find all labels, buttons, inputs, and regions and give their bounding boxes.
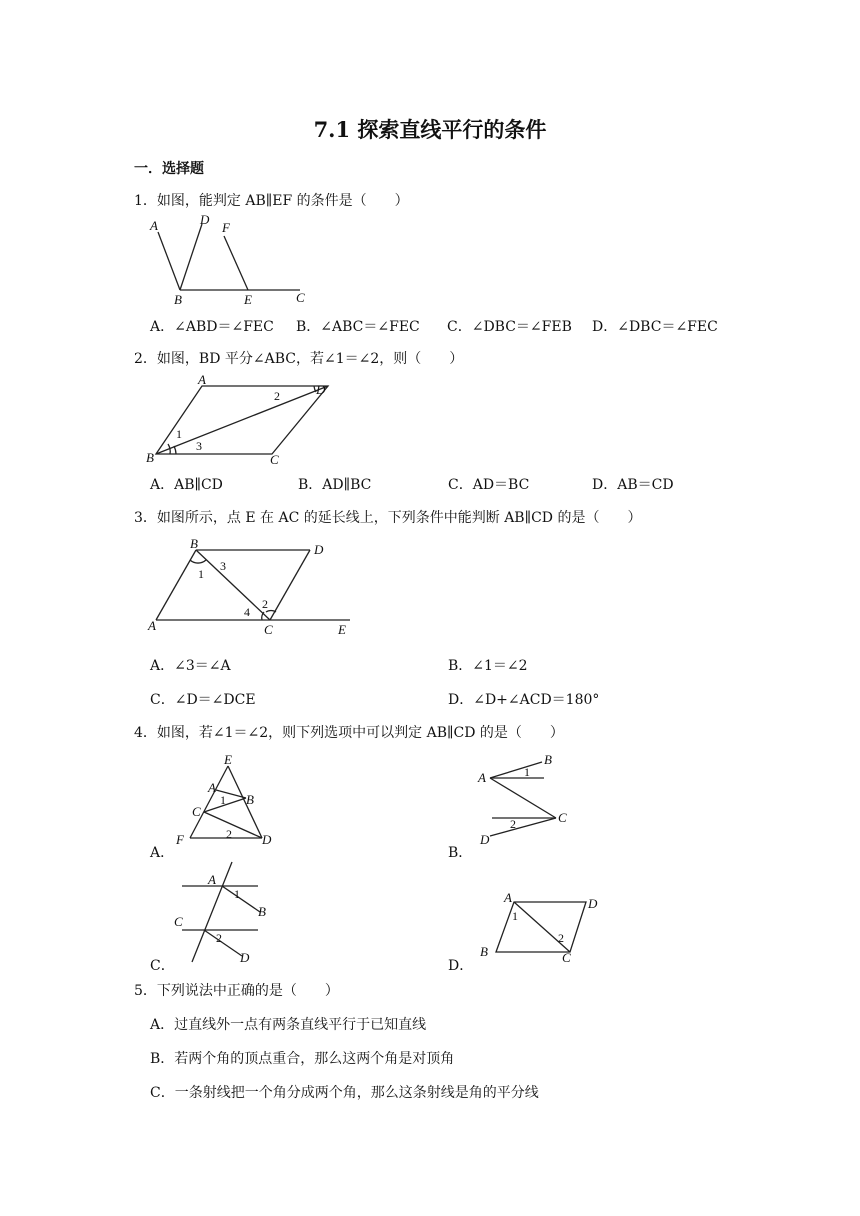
q2-angle-3: 3	[196, 439, 202, 453]
q4b-label-a: A	[478, 770, 486, 785]
q2-angle-1: 1	[176, 427, 182, 441]
q3-option-d: D．∠D+∠ACD＝180°	[448, 692, 600, 708]
q2-option-a: A．AB∥CD	[150, 477, 223, 493]
q4c-angle-1: 1	[234, 887, 240, 901]
q4a-label-c: C	[192, 804, 201, 819]
q1-option-a: A．∠ABD＝∠FEC	[150, 319, 274, 335]
question-1-stem: 1．如图，能判定 AB∥EF 的条件是（ ）	[134, 193, 409, 209]
q2-option-d: D．AB＝CD	[592, 477, 674, 493]
q2-label-c: C	[270, 452, 279, 467]
q4a-label-a: A	[208, 780, 216, 795]
q4-option-c: C．	[150, 958, 175, 974]
q4-option-d: D．	[448, 958, 474, 974]
q1-option-c: C．∠DBC＝∠FEB	[447, 319, 572, 335]
question-3-figure	[140, 536, 370, 640]
q2-label-b: B	[146, 450, 154, 465]
q1-label-d: D	[200, 212, 210, 227]
q1-label-f: F	[222, 220, 230, 235]
q4b-label-b: B	[544, 752, 552, 767]
q3-label-d: D	[314, 542, 324, 557]
q4-figure-c	[172, 858, 292, 968]
q3-angle-1: 1	[198, 567, 204, 581]
q4c-label-c: C	[174, 914, 183, 929]
q3-label-c: C	[264, 622, 273, 637]
q4a-label-b: B	[246, 792, 254, 807]
page-title: 7.1 探索直线平行的条件	[313, 117, 547, 142]
question-1-figure	[140, 212, 340, 312]
q3-angle-3: 3	[220, 559, 226, 573]
question-5-stem: 5．下列说法中正确的是（ ）	[134, 983, 339, 999]
q3-angle-4: 4	[244, 605, 250, 619]
question-4-stem: 4．如图，若∠1＝∠2，则下列选项中可以判定 AB∥CD 的是（ ）	[134, 725, 564, 741]
q3-option-c: C．∠D＝∠DCE	[150, 692, 256, 708]
q4-option-b: B．	[448, 845, 473, 861]
q2-label-a: A	[198, 372, 206, 387]
q3-angle-2: 2	[262, 597, 268, 611]
question-2-figure	[140, 372, 350, 468]
q4c-angle-2: 2	[216, 931, 222, 945]
q3-option-a: A．∠3＝∠A	[150, 658, 231, 674]
q4c-label-a: A	[208, 872, 216, 887]
q4d-angle-1: 1	[512, 909, 518, 923]
q4-figure-b	[470, 748, 590, 852]
q4d-label-a: A	[504, 890, 512, 905]
q4a-angle-2: 2	[226, 827, 232, 841]
q2-option-b: B．AD∥BC	[298, 477, 372, 493]
q1-option-d: D．∠DBC＝∠FEC	[592, 319, 718, 335]
section-heading: 一．选择题	[134, 161, 204, 177]
q4a-label-d: D	[262, 832, 272, 847]
q3-label-b: B	[190, 536, 198, 551]
q4-figure-a	[170, 752, 280, 852]
q2-angle-2: 2	[274, 389, 280, 403]
q5-option-b: B．若两个角的顶点重合，那么这两个角是对顶角	[150, 1051, 455, 1067]
q3-label-e: E	[338, 622, 346, 637]
q4b-label-d: D	[480, 832, 490, 847]
q4a-angle-1: 1	[220, 793, 226, 807]
q4d-label-d: D	[588, 896, 598, 911]
question-2-stem: 2．如图，BD 平分∠ABC，若∠1＝∠2，则（ ）	[134, 351, 464, 367]
q2-option-c: C．AD＝BC	[448, 477, 530, 493]
q4d-label-c: C	[562, 950, 571, 965]
q4-figure-d	[472, 890, 612, 966]
q4d-label-b: B	[480, 944, 488, 959]
q4-option-a: A．	[150, 845, 175, 861]
q5-option-c: C．一条射线把一个角分成两个角，那么这条射线是角的平分线	[150, 1085, 539, 1101]
q4d-angle-2: 2	[558, 931, 564, 945]
q4c-label-b: B	[258, 904, 266, 919]
q1-label-b: B	[174, 292, 182, 307]
q4c-label-d: D	[240, 950, 250, 965]
q4a-label-e: E	[224, 752, 232, 767]
q3-label-a: A	[148, 618, 156, 633]
q1-option-b: B．∠ABC＝∠FEC	[296, 319, 420, 335]
q1-label-c: C	[296, 290, 305, 305]
q4a-label-f: F	[176, 832, 184, 847]
q5-option-a: A．过直线外一点有两条直线平行于已知直线	[150, 1017, 427, 1033]
q1-label-a: A	[150, 218, 158, 233]
question-3-stem: 3．如图所示，点 E 在 AC 的延长线上，下列条件中能判断 AB∥CD 的是（ ）	[134, 510, 642, 526]
q3-option-b: B．∠1＝∠2	[448, 658, 528, 674]
q4b-angle-1: 1	[524, 765, 530, 779]
q1-label-e: E	[244, 292, 252, 307]
q2-label-d: D	[316, 382, 326, 397]
q4b-angle-2: 2	[510, 817, 516, 831]
q4b-label-c: C	[558, 810, 567, 825]
